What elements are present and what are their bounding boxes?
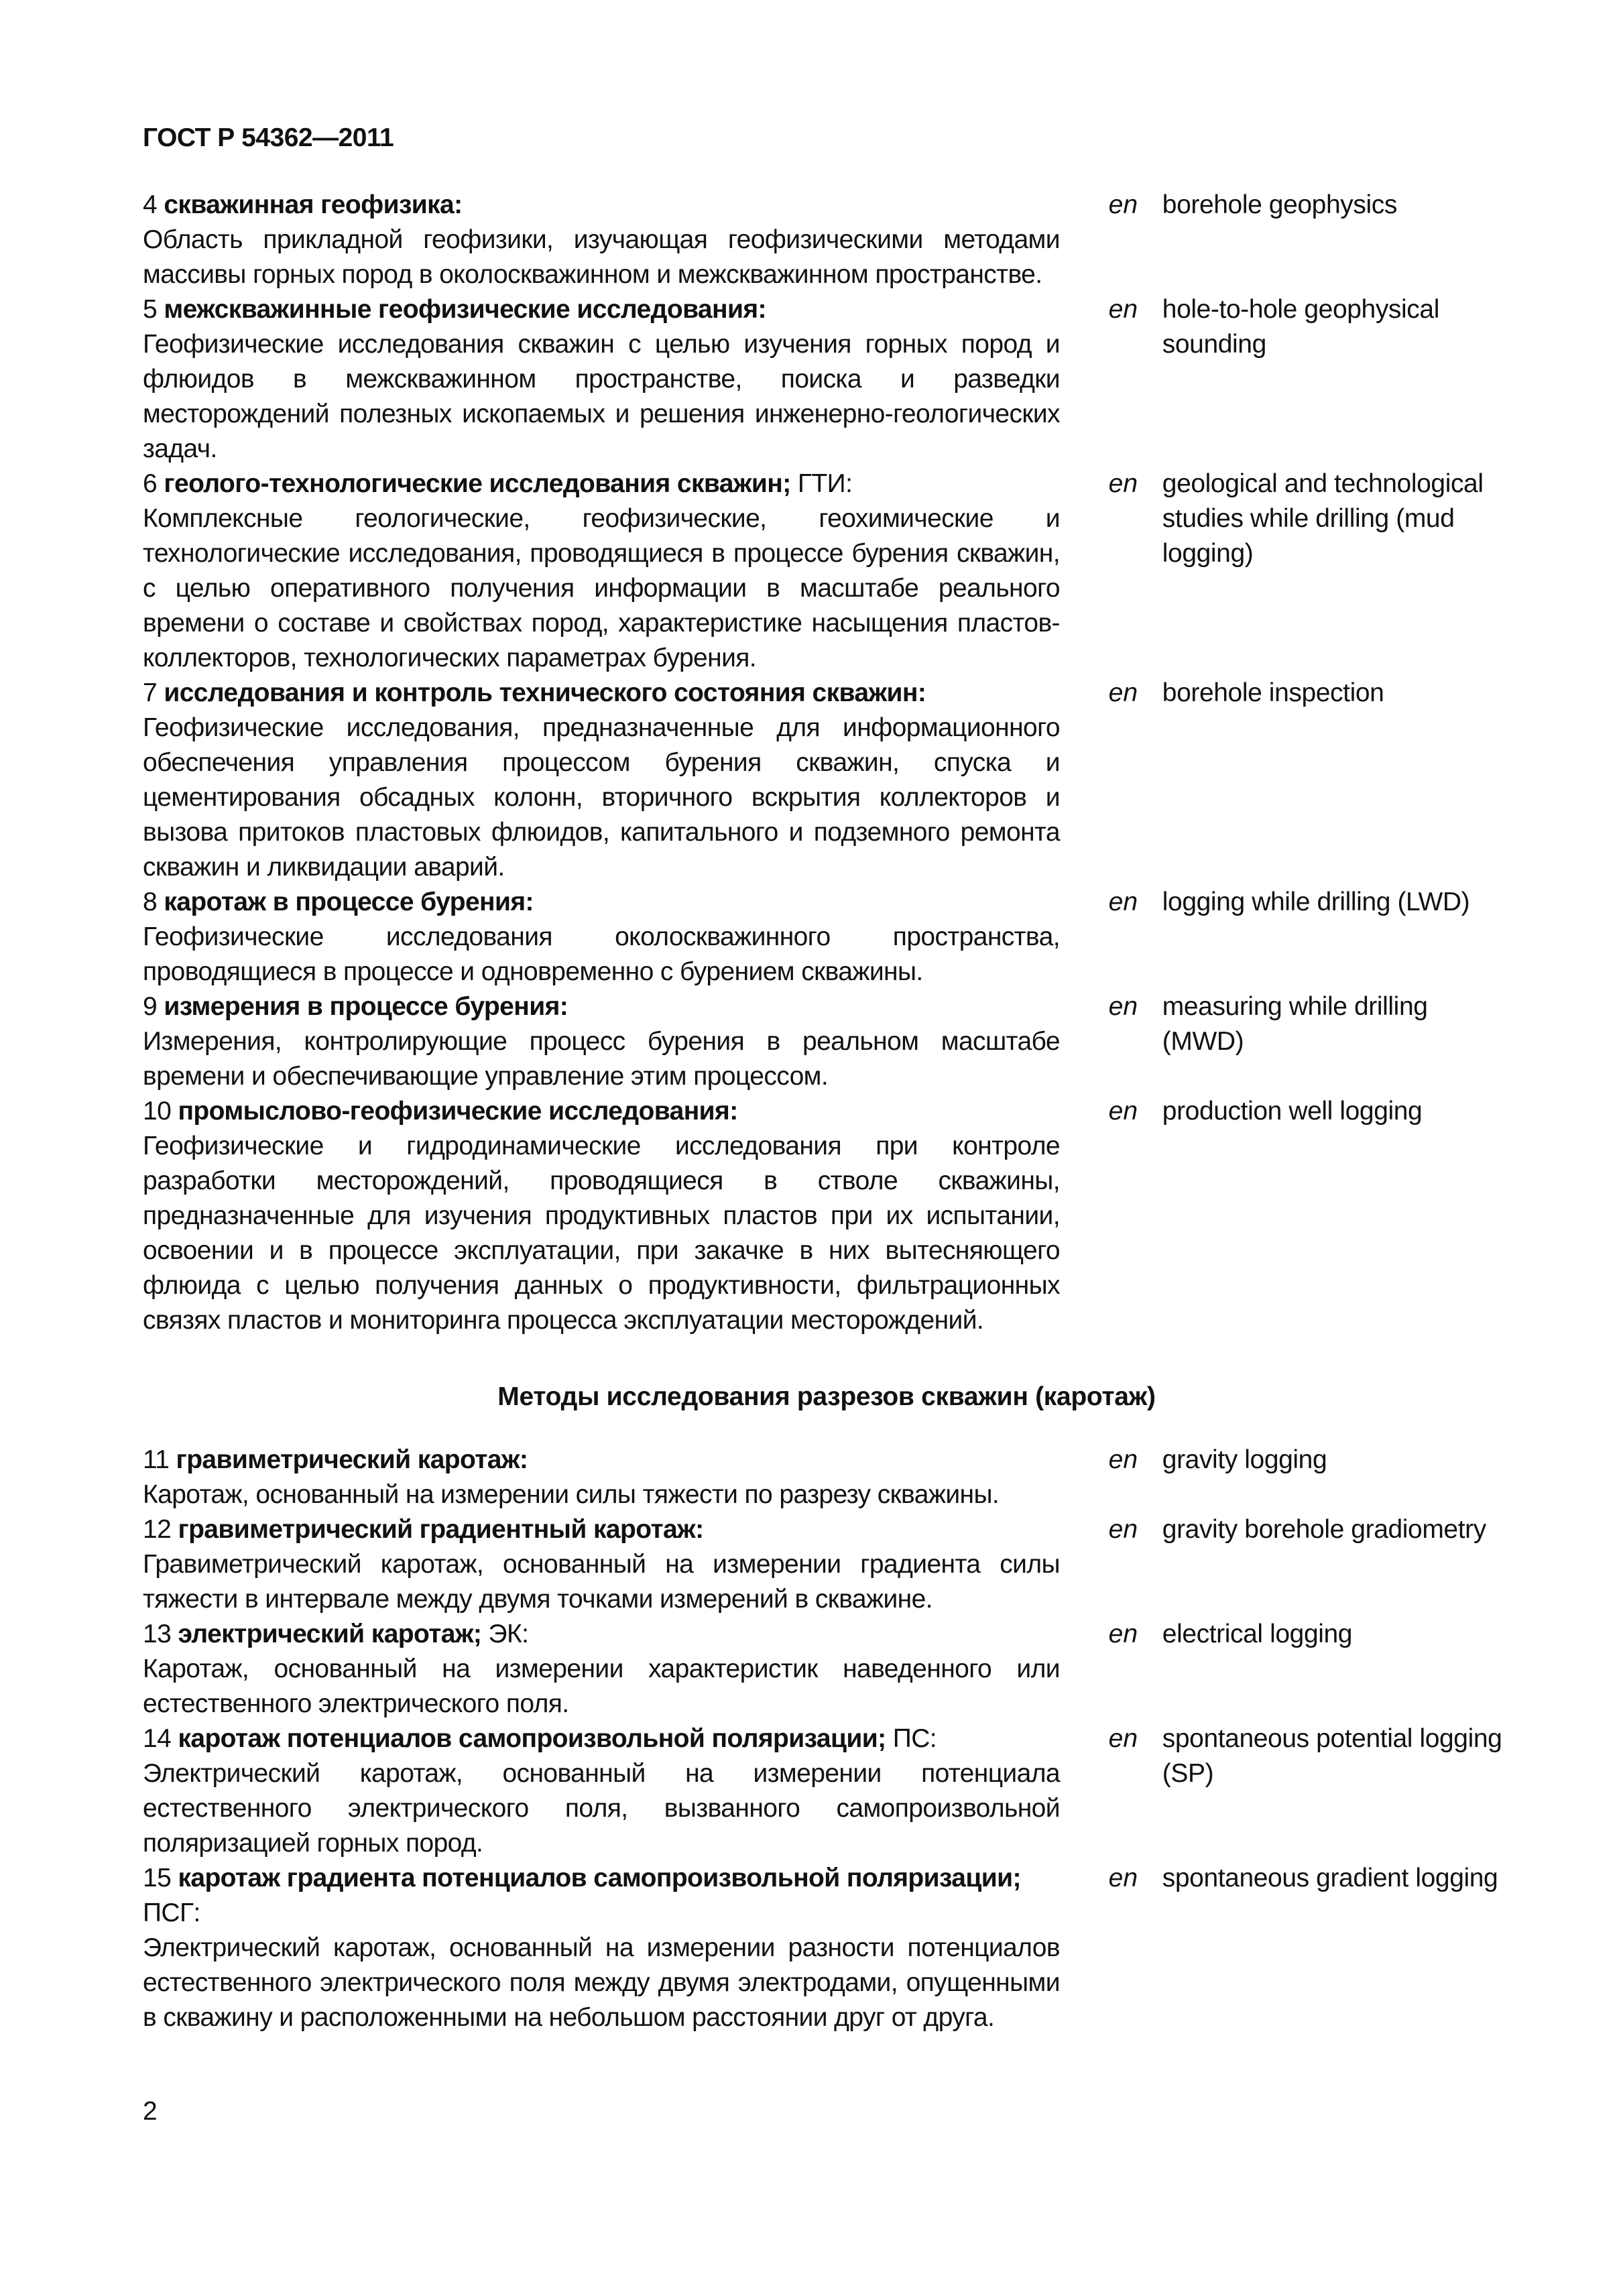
term-heading [143, 1094, 1060, 1129]
term-entry [143, 1443, 1510, 1512]
term-number: 4 [143, 190, 158, 219]
term-russian [143, 188, 1060, 292]
page-number: 2 [143, 2097, 158, 2126]
term-russian [143, 989, 1060, 1094]
term-name: каротаж в процессе бурения: [164, 888, 534, 916]
term-entry [143, 1721, 1510, 1861]
term-russian [143, 676, 1060, 885]
term-entry [143, 1861, 1510, 2035]
language-label: en [1108, 1097, 1138, 1126]
term-english: logging while drilling (LWD) [1162, 888, 1470, 916]
term-name: геолого-технологические исследования скважин; [164, 469, 791, 498]
term-entry [143, 292, 1510, 467]
term-heading [143, 1443, 1060, 1477]
term-number: 12 [143, 1515, 172, 1544]
term-abbreviation: ЭК: [488, 1620, 529, 1648]
term-definition: Комплексные геологические, геофизические, геохимические и технологические исследования, проводящиеся в процессе бурения скважин, с целью оперативного получения информации в масштабе реального времени о составе и свойствах пород, характеристике насыщения пластов-коллекторов, технологических параметрах бурения. [143, 504, 1060, 672]
term-number: 5 [143, 295, 158, 324]
term-definition: Гравиметрический каротаж, основанный на измерении градиента силы тяжести в интервале между двумя точками измерений в скважине. [143, 1550, 1060, 1614]
term-definition: Электрический каротаж, основанный на измерении потенциала естественного электрического поля, вызванного самопроизвольной поляризацией горных пород. [143, 1759, 1060, 1858]
term-number: 9 [143, 992, 158, 1021]
term-heading [143, 1617, 1060, 1652]
terms-list-logging-methods [143, 1443, 1510, 2035]
term-russian [143, 1861, 1060, 2035]
term-number: 11 [143, 1445, 170, 1474]
language-label: en [1108, 1724, 1138, 1753]
term-english: measuring while drilling (MWD) [1162, 992, 1428, 1056]
term-english: spontaneous gradient logging [1162, 1864, 1498, 1892]
term-english: production well logging [1162, 1097, 1423, 1126]
language-label: en [1108, 295, 1138, 324]
terms-list-general [143, 188, 1510, 1338]
term-number: 13 [143, 1620, 172, 1648]
term-heading [143, 1721, 1060, 1756]
term-number: 6 [143, 469, 158, 498]
section-title: Методы исследования разрезов скважин (каротаж) [497, 1382, 1156, 1411]
language-label: en [1108, 1515, 1138, 1544]
term-entry [143, 188, 1510, 292]
term-definition: Электрический каротаж, основанный на измерении разности потенциалов естественного электрического поля между двумя электродами, опущенными в скважину и расположенными на небольшом расстоянии друг от друга. [143, 1933, 1060, 2032]
term-russian [143, 1721, 1060, 1861]
term-abbreviation: ПС: [892, 1724, 937, 1753]
term-russian [143, 885, 1060, 989]
term-number: 15 [143, 1864, 172, 1892]
term-number: 10 [143, 1097, 172, 1126]
language-label: en [1108, 190, 1138, 219]
term-russian [143, 1617, 1060, 1721]
term-english: gravity logging [1162, 1445, 1327, 1474]
term-name: каротаж потенциалов самопроизвольной поляризации; [178, 1724, 886, 1753]
term-number: 8 [143, 888, 158, 916]
term-heading [143, 188, 1060, 223]
term-heading [143, 1512, 1060, 1547]
language-label: en [1108, 888, 1138, 916]
term-entry [143, 1512, 1510, 1617]
term-name: скважинная геофизика: [164, 190, 463, 219]
term-english: borehole geophysics [1162, 190, 1397, 219]
term-heading [143, 292, 1060, 327]
language-label: en [1108, 678, 1138, 707]
term-name: гравиметрический градиентный каротаж: [178, 1515, 704, 1544]
term-name: гравиметрический каротаж: [176, 1445, 528, 1474]
language-label: en [1108, 1620, 1138, 1648]
term-english: geological and technological studies while drilling (mud logging) [1162, 469, 1484, 568]
term-definition: Каротаж, основанный на измерении характеристик наведенного или естественного электрического поля. [143, 1654, 1060, 1718]
term-heading [143, 1861, 1060, 1931]
term-russian [143, 1094, 1060, 1338]
term-name: электрический каротаж; [178, 1620, 482, 1648]
term-number: 14 [143, 1724, 172, 1753]
term-definition: Измерения, контролирующие процесс бурения в реальном масштабе времени и обеспечивающие управление этим процессом. [143, 1027, 1060, 1091]
language-label: en [1108, 1445, 1138, 1474]
term-definition: Геофизические и гидродинамические исследования при контроле разработки месторождений, проводящиеся в стволе скважины, предназначенные для изучения продуктивных пластов при их испытании, освоении и в процессе эксплуатации, при закачке в них вытесняющего флюида с целью получения данных о продуктивности, фильтрационных связях пластов и мониторинга процесса эксплуатации месторождений. [143, 1132, 1060, 1335]
term-heading [143, 676, 1060, 711]
term-heading [143, 989, 1060, 1024]
term-entry [143, 1094, 1510, 1338]
term-name: исследования и контроль технического состояния скважин: [164, 678, 926, 707]
term-english: borehole inspection [1162, 678, 1384, 707]
term-russian [143, 467, 1060, 676]
term-abbreviation: ГТИ: [797, 469, 853, 498]
term-name: измерения в процессе бурения: [164, 992, 568, 1021]
term-name: промыслово-геофизические исследования: [178, 1097, 738, 1126]
term-english: spontaneous potential logging (SP) [1162, 1724, 1502, 1788]
language-label: en [1108, 992, 1138, 1021]
term-heading [143, 467, 1060, 501]
term-english: gravity borehole gradiometry [1162, 1515, 1486, 1544]
term-entry [143, 676, 1510, 885]
term-english: electrical logging [1162, 1620, 1353, 1648]
term-russian [143, 292, 1060, 467]
language-label: en [1108, 469, 1138, 498]
language-label: en [1108, 1864, 1138, 1892]
term-heading [143, 885, 1060, 920]
document-header: ГОСТ Р 54362—2011 [143, 123, 394, 152]
term-entry [143, 467, 1510, 676]
term-number: 7 [143, 678, 158, 707]
term-russian [143, 1443, 1060, 1512]
term-english: hole-to-hole geophysical sounding [1162, 295, 1439, 359]
term-definition: Геофизические исследования околоскважинного пространства, проводящиеся в процессе и одновременно с бурением скважины. [143, 922, 1060, 986]
term-name: каротаж градиента потенциалов самопроизвольной поляризации; [178, 1864, 1021, 1892]
term-entry [143, 989, 1510, 1094]
term-entry [143, 1617, 1510, 1721]
term-russian [143, 1512, 1060, 1617]
term-entry [143, 885, 1510, 989]
term-name: межскважинные геофизические исследования: [164, 295, 766, 324]
term-abbreviation: ПСГ: [143, 1898, 200, 1927]
term-definition: Геофизические исследования, предназначенные для информационного обеспечения управления процессом бурения скважин, спуска и цементирования обсадных колонн, вторичного вскрытия коллекторов и вызова притоков пластовых флюидов, капитального и подземного ремонта скважин и ликвидации аварий. [143, 713, 1060, 882]
term-definition: Каротаж, основанный на измерении силы тяжести по разрезу скважины. [143, 1480, 1000, 1509]
term-definition: Геофизические исследования скважин с целью изучения горных пород и флюидов в межскважинном пространстве, поиска и разведки месторождений полезных ископаемых и решения инженерно-геологических задач. [143, 330, 1060, 463]
term-definition: Область прикладной геофизики, изучающая геофизическими методами массивы горных пород в околоскважинном и межскважинном пространстве. [143, 225, 1060, 289]
